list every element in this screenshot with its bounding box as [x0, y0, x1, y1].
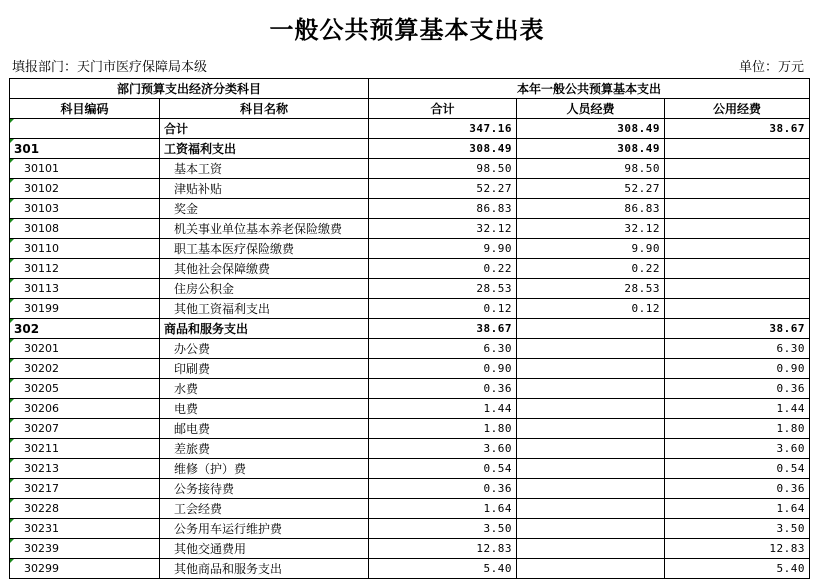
row-personnel: 86.83 — [517, 199, 665, 219]
row-name: 奖金 — [160, 199, 369, 219]
row-name: 邮电费 — [160, 419, 369, 439]
row-code: 30201 — [10, 339, 160, 359]
row-public: 3.50 — [665, 519, 810, 539]
row-personnel — [517, 319, 665, 339]
table-row — [10, 359, 810, 379]
total-row-public: 38.67 — [665, 119, 810, 139]
row-code: 30213 — [10, 459, 160, 479]
table-row — [10, 239, 810, 259]
row-total: 52.27 — [369, 179, 517, 199]
row-code: 30206 — [10, 399, 160, 419]
row-code: 301 — [10, 139, 160, 159]
table-row — [10, 279, 810, 299]
row-total: 3.50 — [369, 519, 517, 539]
row-public — [665, 259, 810, 279]
row-code: 30207 — [10, 419, 160, 439]
row-name: 印刷费 — [160, 359, 369, 379]
row-public: 0.54 — [665, 459, 810, 479]
unit-label: 单位：万元 — [738, 60, 804, 75]
row-name: 办公费 — [160, 339, 369, 359]
row-code: 30231 — [10, 519, 160, 539]
table-row — [10, 399, 810, 419]
total-row-personnel: 308.49 — [517, 119, 665, 139]
row-public — [665, 199, 810, 219]
department-label: 填报部门：天门市医疗保障局本级 — [12, 60, 208, 75]
row-personnel — [517, 479, 665, 499]
row-name: 商品和服务支出 — [160, 319, 369, 339]
row-personnel — [517, 379, 665, 399]
row-public — [665, 139, 810, 159]
row-code: 30217 — [10, 479, 160, 499]
header-personnel: 人员经费 — [517, 99, 665, 119]
row-public — [665, 239, 810, 259]
row-code: 30299 — [10, 559, 160, 579]
row-name: 维修（护）费 — [160, 459, 369, 479]
table-row — [10, 559, 810, 579]
budget-table — [9, 78, 810, 579]
row-total: 0.12 — [369, 299, 517, 319]
row-code: 30211 — [10, 439, 160, 459]
row-personnel: 0.22 — [517, 259, 665, 279]
total-row-total: 347.16 — [369, 119, 517, 139]
row-total: 0.54 — [369, 459, 517, 479]
table-row — [10, 219, 810, 239]
row-code: 30199 — [10, 299, 160, 319]
row-code: 302 — [10, 319, 160, 339]
row-code: 30108 — [10, 219, 160, 239]
row-total: 98.50 — [369, 159, 517, 179]
row-public: 38.67 — [665, 319, 810, 339]
row-total: 0.22 — [369, 259, 517, 279]
table-row — [10, 539, 810, 559]
table-row — [10, 479, 810, 499]
table-row — [10, 199, 810, 219]
row-personnel — [517, 499, 665, 519]
row-total: 28.53 — [369, 279, 517, 299]
total-row-name: 合计 — [160, 119, 369, 139]
table-row — [10, 419, 810, 439]
row-public — [665, 179, 810, 199]
row-code: 30110 — [10, 239, 160, 259]
table-row — [10, 379, 810, 399]
row-public: 0.90 — [665, 359, 810, 379]
row-name: 工资福利支出 — [160, 139, 369, 159]
row-personnel: 0.12 — [517, 299, 665, 319]
row-name: 职工基本医疗保险缴费 — [160, 239, 369, 259]
row-personnel — [517, 459, 665, 479]
row-total: 12.83 — [369, 539, 517, 559]
row-public: 0.36 — [665, 379, 810, 399]
row-public: 1.44 — [665, 399, 810, 419]
total-row-code — [10, 119, 160, 139]
row-name: 差旅费 — [160, 439, 369, 459]
row-personnel — [517, 399, 665, 419]
row-public — [665, 299, 810, 319]
row-name: 其他社会保障缴费 — [160, 259, 369, 279]
row-public: 5.40 — [665, 559, 810, 579]
header-group-expenditure: 本年一般公共预算基本支出 — [369, 79, 810, 99]
row-public — [665, 159, 810, 179]
row-name: 其他工资福利支出 — [160, 299, 369, 319]
row-name: 机关事业单位基本养老保险缴费 — [160, 219, 369, 239]
row-personnel — [517, 419, 665, 439]
row-total: 32.12 — [369, 219, 517, 239]
row-code: 30202 — [10, 359, 160, 379]
table-row — [10, 259, 810, 279]
row-public: 1.64 — [665, 499, 810, 519]
row-code: 30239 — [10, 539, 160, 559]
row-total: 0.36 — [369, 479, 517, 499]
row-name: 公务接待费 — [160, 479, 369, 499]
row-public: 3.60 — [665, 439, 810, 459]
row-total: 0.90 — [369, 359, 517, 379]
row-name: 水费 — [160, 379, 369, 399]
row-personnel — [517, 519, 665, 539]
row-total: 0.36 — [369, 379, 517, 399]
row-total: 1.80 — [369, 419, 517, 439]
row-name: 住房公积金 — [160, 279, 369, 299]
row-name: 其他交通费用 — [160, 539, 369, 559]
header-group-classification: 部门预算支出经济分类科目 — [10, 79, 369, 99]
row-code: 30113 — [10, 279, 160, 299]
header-public: 公用经费 — [665, 99, 810, 119]
row-total: 9.90 — [369, 239, 517, 259]
row-total: 1.44 — [369, 399, 517, 419]
row-name: 工会经费 — [160, 499, 369, 519]
table-row — [10, 319, 810, 339]
row-name: 其他商品和服务支出 — [160, 559, 369, 579]
row-code: 30228 — [10, 499, 160, 519]
row-code: 30102 — [10, 179, 160, 199]
header-code: 科目编码 — [10, 99, 160, 119]
row-total: 308.49 — [369, 139, 517, 159]
row-personnel: 28.53 — [517, 279, 665, 299]
row-personnel — [517, 359, 665, 379]
row-total: 38.67 — [369, 319, 517, 339]
row-name: 电费 — [160, 399, 369, 419]
row-personnel: 32.12 — [517, 219, 665, 239]
table-row — [10, 179, 810, 199]
row-personnel: 9.90 — [517, 239, 665, 259]
header-name: 科目名称 — [160, 99, 369, 119]
row-personnel — [517, 539, 665, 559]
page-title: 一般公共预算基本支出表 — [269, 15, 545, 44]
table-row — [10, 439, 810, 459]
row-total: 1.64 — [369, 499, 517, 519]
row-code: 30103 — [10, 199, 160, 219]
total-row — [10, 119, 810, 139]
table-row — [10, 159, 810, 179]
table-row — [10, 459, 810, 479]
row-public — [665, 219, 810, 239]
row-total: 6.30 — [369, 339, 517, 359]
row-personnel: 52.27 — [517, 179, 665, 199]
row-public: 12.83 — [665, 539, 810, 559]
row-personnel: 308.49 — [517, 139, 665, 159]
row-name: 津贴补贴 — [160, 179, 369, 199]
row-personnel — [517, 339, 665, 359]
row-total: 5.40 — [369, 559, 517, 579]
row-total: 86.83 — [369, 199, 517, 219]
table-row — [10, 499, 810, 519]
row-public: 0.36 — [665, 479, 810, 499]
row-code: 30101 — [10, 159, 160, 179]
table-row — [10, 339, 810, 359]
row-personnel — [517, 559, 665, 579]
header-total: 合计 — [369, 99, 517, 119]
table-row — [10, 139, 810, 159]
row-name: 公务用车运行维护费 — [160, 519, 369, 539]
row-public: 6.30 — [665, 339, 810, 359]
row-personnel — [517, 439, 665, 459]
table-row — [10, 519, 810, 539]
row-code: 30112 — [10, 259, 160, 279]
table-row — [10, 299, 810, 319]
row-code: 30205 — [10, 379, 160, 399]
row-name: 基本工资 — [160, 159, 369, 179]
row-total: 3.60 — [369, 439, 517, 459]
row-public — [665, 279, 810, 299]
row-personnel: 98.50 — [517, 159, 665, 179]
row-public: 1.80 — [665, 419, 810, 439]
